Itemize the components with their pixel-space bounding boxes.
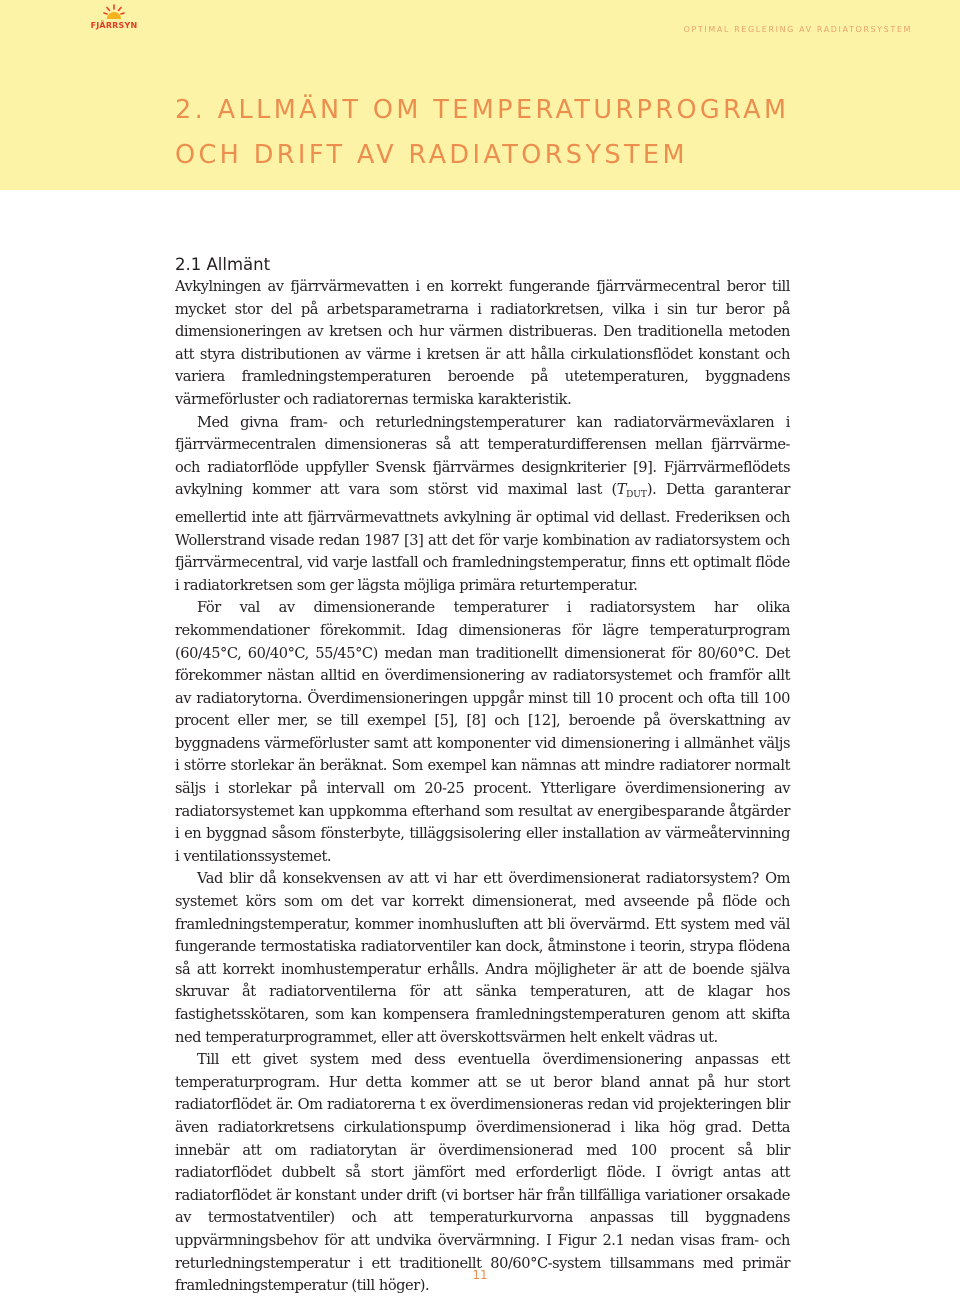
paragraph xyxy=(175,412,790,598)
paragraph: Avkylningen av fjärrvärmevatten i en korrekt fungerande fjärrvärmecentral beror till mycket stor del på arbetsparametrarna i radiatorkretsen, vilka i sin tur beror på dimensioneringen av kretsen och hur värmen distribueras. Den traditionella metoden att styra distributionen av värme i kretsen är att hålla cirkulationsflödet konstant och variera framledningstemperaturen beroende på utetemperaturen, byggnadens värmeförluster och radiatorernas termiska karakteristik. xyxy=(175,278,790,408)
paragraph-text: Med givna fram- och returledningstemperaturer kan radiatorvärmeväxlaren i fjärrvärmecentralen dimensioneras så att temperaturdifferensen mellan fjärrvärme- och radiatorflöde uppfyller Svensk fjärrvärmes designkriterier [9]. Fjärrvärmeflödets avkylning kommer att vara som störst vid maximal last ( xyxy=(175,413,790,499)
paragraph: Till ett givet system med dess eventuella överdimensionering anpassas ett temperaturprogram. Hur detta kommer att se ut beror bland annat på hur stort radiatorflödet är. Om radiatorerna t ex överdimensioneras redan vid projekteringen blir även radiatorkretsens cirkulationspump överdimensionerad i lika hög grad. Detta innebär att om radiatorytan är överdimensionerad med 100 procent så blir radiatorflödet dubbelt så stort jämfört med erforderligt flöde. I övrigt antas att radiatorflödet är konstant under drift (vi bortser här från tillfälliga variationer orsakade av termostatventiler) och att temperaturkurvorna anpassas till byggnadens uppvärmningsbehov för att undvika övervärmning. I Figur 2.1 nedan visas fram- och returledningstemperatur i ett traditionellt 80/60°C-system tillsammans med primär framledningstemperatur (till höger). xyxy=(175,1051,790,1295)
chapter-title-line-2: OCH DRIFT AV RADIATORSYSTEM xyxy=(175,140,688,170)
chapter-title-line-1: 2. ALLMÄNT OM TEMPERATURPROGRAM xyxy=(175,95,790,125)
symbol-t-subscript: DUT xyxy=(626,490,647,501)
paragraph-text: ). Detta garanterar emellertid inte att fjärrvärmevattnets avkylning är optimal vid dellast. Frederiksen och Wollerstrand visade redan 1987 [3] att det för varje kombination av radiatorsystem och fjärrvärmecentral, vid varje lastfall och framledningstemperatur, finns ett optimalt flöde i radiatorkretsen som ger lägsta möjliga primära returtemperatur. xyxy=(175,481,790,594)
symbol-t: T xyxy=(616,481,627,499)
body-text xyxy=(175,254,790,1298)
running-head: OPTIMAL REGLERING AV RADIATORSYSTEM xyxy=(683,25,912,34)
paragraph: För val av dimensionerande temperaturer i radiatorsystem har olika rekommendationer förekommit. Idag dimensioneras för lägre temperaturprogram (60/45°C, 60/40°C, 55/45°C) medan man traditionellt dimensionerat för 80/60°C. Det förekommer nästan alltid en överdimensionering av radiatorsystemet och framför allt av radiatorytorna. Överdimensioneringen uppgår minst till 10 procent och ofta till 100 procent eller mer, se till exempel [5], [8] och [12], beroende på överskattning av byggnadens värmeförluster samt att komponenter vid dimensionering i allmänhet väljs i större storlekar än beräknat. Som exempel kan nämnas att mindre radiatorer normalt säljs i storlekar på intervall om 20-25 procent. Ytterligare överdimensionering av radiatorsystemet kan uppkomma efterhand som resultat av energibesparande åtgärder i en byggnad såsom fönsterbyte, tilläggsisolering eller installation av värmeåtervinning i ventilationssystemet. xyxy=(175,599,790,865)
paragraph: Vad blir då konsekvensen av att vi har ett överdimensionerat radiatorsystem? Om systemet körs som om det var korrekt dimensionerat, med avseende på flöde och framledningstemperatur, kommer inomhusluften att bli övervärmd. Ett system med väl fungerande termostatiska radiatorventiler kan dock, åtminstone i teorin, strypa flödena så att korrekt inomhustemperatur erhålls. Andra möjligheter är att de boende själva skruvar åt radiatorventilerna för att sänka temperaturen, att de klagar hos fastighetsskötaren, som kan kompensera framledningstemperaturen genom att skifta ned temperaturprogrammet, eller att överskottsvärmen helt enkelt vädras ut. xyxy=(175,870,790,1046)
page-number: 11 xyxy=(472,1268,488,1282)
logo-text: FJÄRRSYN xyxy=(90,21,138,30)
section-heading: 2.1 Allmänt xyxy=(175,255,271,274)
fjarrsyn-logo xyxy=(88,4,140,34)
chapter-title xyxy=(175,88,935,178)
sun-icon xyxy=(103,4,125,20)
